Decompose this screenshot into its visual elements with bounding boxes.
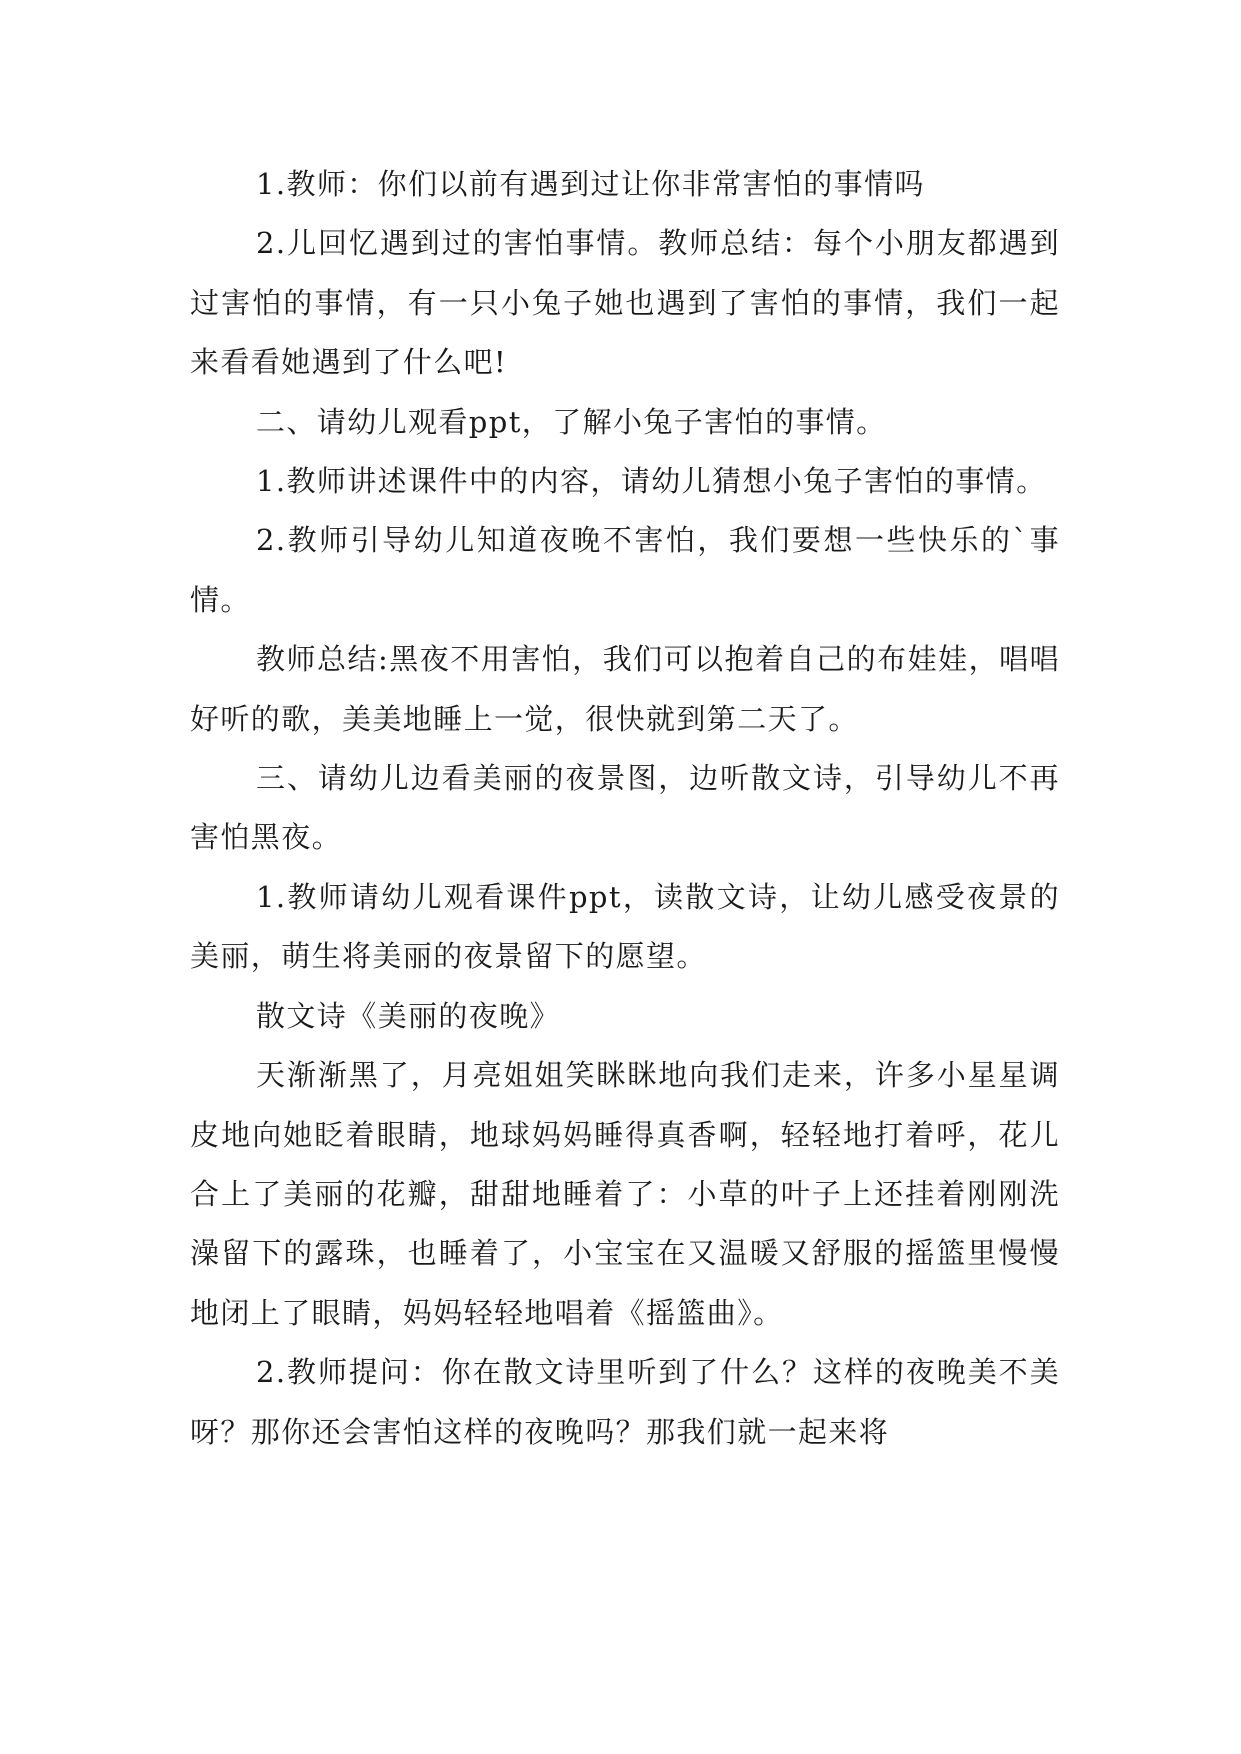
paragraph-poem-title: 散文诗《美丽的夜晚》 [256,998,561,1033]
paragraph-recall-fears: 2.儿回忆遇到过的害怕事情。教师总结：每个小朋友都遇到过害怕的事情，有一只小兔子她也遇到了害怕的事情，我们一起来看看她遇到了什么吧! [190,226,1060,380]
paragraph-courseware-guess: 1.教师讲述课件中的内容，请幼儿猜想小兔子害怕的事情。 [256,464,1047,499]
paragraph-section-two-heading: 二、请幼儿观看ppt，了解小兔子害怕的事情。 [256,404,887,439]
paragraph-poem-text: 天渐渐黑了，月亮姐姐笑眯眯地向我们走来，许多小星星调皮地向她眨着眼睛，地球妈妈睡得真香啊，轻轻地打着呼，花儿合上了美丽的花瓣，甜甜地睡着了：小草的叶子上还挂着刚刚洗澡留下的露珠，也睡着了，小宝宝在又温暖又舒服的摇篮里慢慢地闭上了眼睛，妈妈轻轻地唱着《摇篮曲》。 [190,1058,1060,1330]
paragraph-section-three-heading: 三、请幼儿边看美丽的夜景图，边听散文诗，引导幼儿不再害怕黑夜。 [190,761,1060,855]
paragraph-teacher-summary: 教师总结:黑夜不用害怕，我们可以抱着自己的布娃娃，唱唱好听的歌，美美地睡上一觉，很快就到第二天了。 [190,642,1060,736]
paragraph-teacher-questions: 2.教师提问：你在散文诗里听到了什么？这样的夜晚美不美呀？那你还会害怕这样的夜晚吗？那我们就一起来将 [190,1355,1060,1449]
paragraph-warmup-question: 1.教师：你们以前有遇到过让你非常害怕的事情吗 [256,167,925,201]
paragraph-guide-not-afraid: 2.教师引导幼儿知道夜晚不害怕，我们要想一些快乐的`事情。 [190,523,1060,617]
document-body [190,155,1060,1462]
paragraph-read-poem: 1.教师请幼儿观看课件ppt，读散文诗，让幼儿感受夜景的美丽，萌生将美丽的夜景留下的愿望。 [190,879,1060,974]
